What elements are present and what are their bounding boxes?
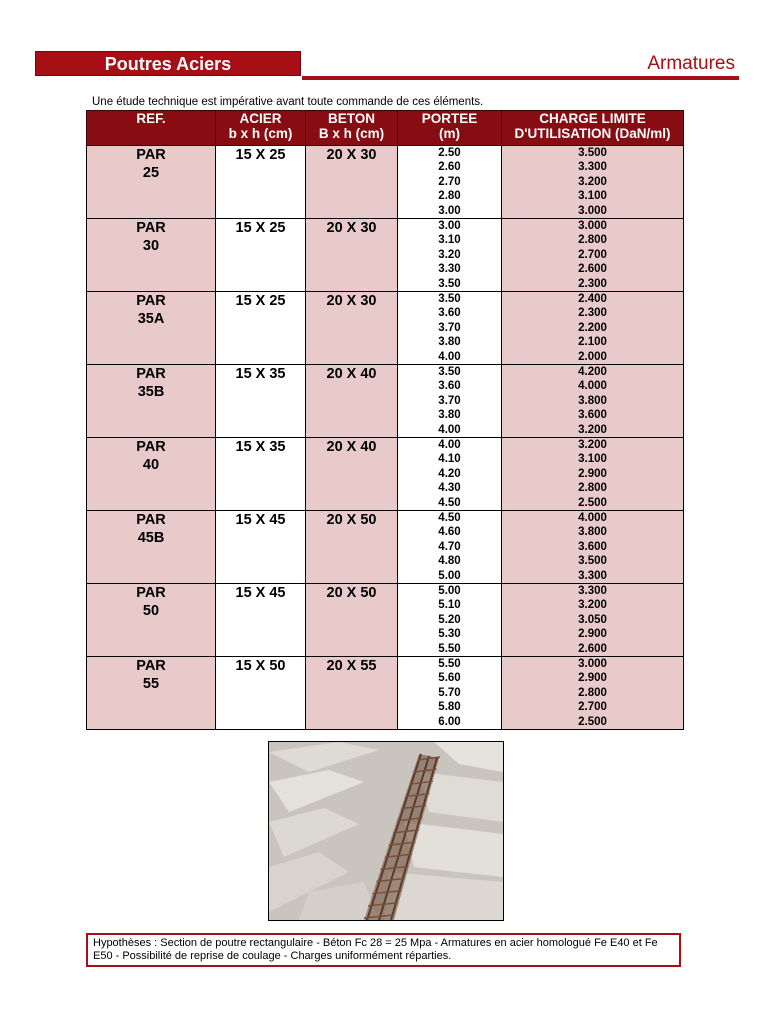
portee-cell: 3.50 3.60 3.70 3.80 4.00	[398, 292, 502, 365]
portee-cell: 4.50 4.60 4.70 4.80 5.00	[398, 511, 502, 584]
notice-text: Une étude technique est impérative avant toute commande de ces éléments.	[92, 96, 484, 108]
charge-cell: 3.000 2.800 2.700 2.600 2.300	[502, 219, 684, 292]
portee-cell: 3.00 3.10 3.20 3.30 3.50	[398, 219, 502, 292]
ref-cell: PAR 35A	[87, 292, 216, 365]
beton-cell: 20 X 30	[306, 292, 398, 365]
table-row	[87, 219, 684, 292]
beton-cell: 20 X 55	[306, 657, 398, 730]
ref-cell: PAR 55	[87, 657, 216, 730]
acier-cell: 15 X 25	[216, 146, 306, 219]
table-row	[87, 292, 684, 365]
table-row	[87, 584, 684, 657]
charge-cell: 4.000 3.800 3.600 3.500 3.300	[502, 511, 684, 584]
portee-cell: 5.00 5.10 5.20 5.30 5.50	[398, 584, 502, 657]
ref-cell: PAR 40	[87, 438, 216, 511]
header-beton: BETON B x h (cm)	[306, 111, 398, 146]
table-row	[87, 657, 684, 730]
acier-cell: 15 X 45	[216, 511, 306, 584]
charge-cell: 2.400 2.300 2.200 2.100 2.000	[502, 292, 684, 365]
table-row	[87, 146, 684, 219]
acier-cell: 15 X 35	[216, 438, 306, 511]
portee-cell: 2.50 2.60 2.70 2.80 3.00	[398, 146, 502, 219]
section-label: Armatures	[647, 53, 735, 74]
charge-cell: 3.200 3.100 2.900 2.800 2.500	[502, 438, 684, 511]
header-acier: ACIER b x h (cm)	[216, 111, 306, 146]
charge-cell: 4.200 4.000 3.800 3.600 3.200	[502, 365, 684, 438]
beton-cell: 20 X 30	[306, 219, 398, 292]
table-row	[87, 438, 684, 511]
ref-cell: PAR 45B	[87, 511, 216, 584]
acier-cell: 15 X 25	[216, 292, 306, 365]
header-rule	[302, 76, 739, 80]
ref-cell: PAR 50	[87, 584, 216, 657]
title-banner	[35, 51, 301, 76]
beton-cell: 20 X 40	[306, 438, 398, 511]
beton-cell: 20 X 50	[306, 584, 398, 657]
hypotheses-note: Hypothèses : Section de poutre rectangulaire - Béton Fc 28 = 25 Mpa - Armatures en acier homologué Fe E40 et Fe E50 - Possibilité de reprise de coulage - Charges uniformément réparties.	[86, 933, 681, 967]
ref-cell: PAR 25	[87, 146, 216, 219]
beton-cell: 20 X 30	[306, 146, 398, 219]
header-portee: PORTEE (m)	[398, 111, 502, 146]
portee-cell: 4.00 4.10 4.20 4.30 4.50	[398, 438, 502, 511]
header-ref: REF.	[87, 111, 216, 146]
portee-cell: 3.50 3.60 3.70 3.80 4.00	[398, 365, 502, 438]
spec-table	[86, 110, 684, 730]
ref-cell: PAR 30	[87, 219, 216, 292]
beton-cell: 20 X 40	[306, 365, 398, 438]
ref-cell: PAR 35B	[87, 365, 216, 438]
beton-cell: 20 X 50	[306, 511, 398, 584]
table-row	[87, 365, 684, 438]
header-charge: CHARGE LIMITE D'UTILISATION (DaN/ml)	[502, 111, 684, 146]
acier-cell: 15 X 35	[216, 365, 306, 438]
rebar-beam-photo	[268, 741, 504, 921]
charge-cell: 3.300 3.200 3.050 2.900 2.600	[502, 584, 684, 657]
acier-cell: 15 X 45	[216, 584, 306, 657]
table-header-row	[87, 111, 684, 146]
portee-cell: 5.50 5.60 5.70 5.80 6.00	[398, 657, 502, 730]
acier-cell: 15 X 50	[216, 657, 306, 730]
charge-cell: 3.500 3.300 3.200 3.100 3.000	[502, 146, 684, 219]
charge-cell: 3.000 2.900 2.800 2.700 2.500	[502, 657, 684, 730]
acier-cell: 15 X 25	[216, 219, 306, 292]
page-title: Poutres Aciers	[104, 54, 232, 74]
table-row	[87, 511, 684, 584]
